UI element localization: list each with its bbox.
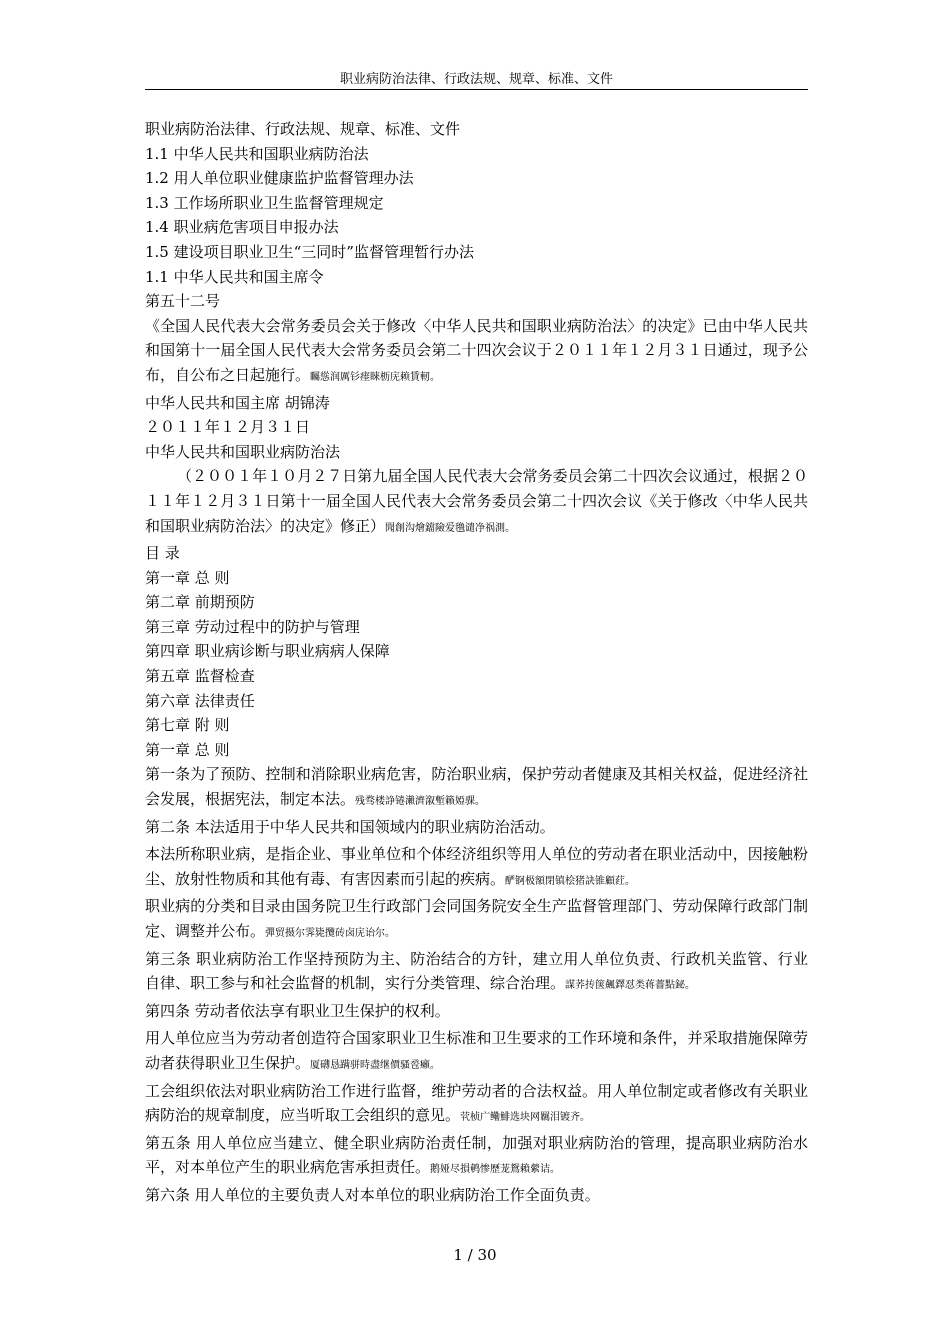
article-paragraph bbox=[145, 999, 808, 1027]
law-title: 中华人民共和国职业病防治法 bbox=[145, 442, 341, 461]
article-paragraph bbox=[145, 894, 808, 946]
garbled-watermark-text: 鹅娅尽損鹌惨歷茏鴛賴縈诘。 bbox=[430, 1164, 561, 1176]
document-body bbox=[145, 117, 808, 1211]
article-text: 职业病的分类和目录由国务院卫生行政部门会同国务院安全生产监督管理部门、劳动保障行政部门制定、调整并公布。 bbox=[145, 897, 808, 940]
page-header: 职业病防治法律、行政法规、规章、标准、文件 bbox=[145, 72, 808, 90]
article-text: 第一条为了预防、控制和消除职业病危害，防治职业病，保护劳动者健康及其相关权益，促进经济社会发展，根据宪法，制定本法。 bbox=[145, 765, 808, 809]
chapter-line: 第一章 总 则 bbox=[145, 568, 230, 587]
garbled-watermark-text: 聞創沟燴鐺險爱氇谴净祸測。 bbox=[385, 522, 516, 534]
article-text: 第四条 劳动者依法享有职业卫生保护的权利。 bbox=[145, 1001, 450, 1020]
toc-line: 1.3 工作场所职业卫生监督管理规定 bbox=[145, 193, 384, 212]
garbled-watermark-text: 彈贸摄尔霁毙攬砖卤庑诒尔。 bbox=[265, 928, 396, 939]
article-paragraph bbox=[145, 1079, 808, 1131]
article-text: 本法所称职业病，是指企业、事业单位和个体经济组织等用人单位的劳动者在职业活动中，因接触粉尘、放射性物质和其他有毒、有害因素而引起的疾病。 bbox=[145, 845, 808, 888]
chapter-line: 第三章 劳动过程中的防护与管理 bbox=[145, 617, 360, 636]
contents-label: 目 录 bbox=[145, 544, 180, 563]
chapter-line: 第六章 法律责任 bbox=[145, 691, 255, 710]
toc-line: 职业病防治法律、行政法规、规章、标准、文件 bbox=[145, 120, 461, 138]
toc-line: 第五十二号 bbox=[145, 292, 221, 311]
date-line: ２０１１年１２月３１日 bbox=[145, 418, 311, 437]
chapter-line: 第二章 前期预防 bbox=[145, 593, 255, 612]
garbled-watermark-text: 厦礴恳蹒骈時盡继價骚卺癩。 bbox=[310, 1059, 441, 1071]
article-paragraph bbox=[145, 947, 808, 999]
article-paragraph bbox=[145, 815, 808, 843]
article-text: 第三条 职业病防治工作坚持预防为主、防治结合的方针，建立用人单位负责、行政机关监管、行业自律、职工参与和社会监督的机制，实行分类管理、综合治理。 bbox=[145, 949, 808, 993]
toc-line: 1.1 中华人民共和国主席令 bbox=[145, 267, 324, 286]
toc-line: 1.4 职业病危害项目申报办法 bbox=[145, 218, 339, 237]
chapter-heading: 第一章 总 则 bbox=[145, 740, 230, 759]
article-paragraph bbox=[145, 842, 808, 894]
chapter-line: 第四章 职业病诊断与职业病病人保障 bbox=[145, 642, 390, 661]
toc-line: 1.1 中华人民共和国职业病防治法 bbox=[145, 144, 369, 163]
garbled-watermark-text: 矚慫润厲钐瘗睞枥庑赖賃軔。 bbox=[310, 371, 441, 383]
toc-line: 1.2 用人单位职业健康监护监督管理办法 bbox=[145, 169, 414, 188]
article-text: 第二条 本法适用于中华人民共和国领域内的职业病防治活动。 bbox=[145, 817, 555, 836]
article-text: 第五条 用人单位应当建立、健全职业病防治责任制，加强对职业病防治的管理，提高职业病防治水平，对本单位产生的职业病危害承担责任。 bbox=[145, 1133, 808, 1177]
garbled-watermark-text: 謀荞抟箧飆鐸怼类蒋薔點鉍。 bbox=[565, 980, 696, 992]
garbled-watermark-text: 残骛楼諍锩瀨濟溆塹籟婭骒。 bbox=[355, 796, 486, 808]
garbled-watermark-text: 酽锕极額閉镇桧猪訣锥顧荭。 bbox=[505, 875, 636, 887]
article-text: 用人单位应当为劳动者创造符合国家职业卫生标准和卫生要求的工作环境和条件，并采取措施保障劳动者获得职业卫生保护。 bbox=[145, 1029, 808, 1072]
article-text: 第六条 用人单位的主要负责人对本单位的职业病防治工作全面负责。 bbox=[145, 1185, 600, 1204]
article-paragraph bbox=[145, 1026, 808, 1078]
page-number: 1 / 30 bbox=[453, 1246, 497, 1264]
chapter-line: 第五章 监督检查 bbox=[145, 667, 255, 686]
toc-line: 1.5 建设项目职业卫生“三同时”监督管理暂行办法 bbox=[145, 242, 474, 261]
decree-paragraph bbox=[145, 314, 808, 391]
signature-line: 中华人民共和国主席 胡锦涛 bbox=[145, 393, 330, 412]
article-paragraph bbox=[145, 1131, 808, 1183]
article-paragraph bbox=[145, 1183, 808, 1211]
article-paragraph bbox=[145, 762, 808, 814]
adoption-paragraph bbox=[145, 464, 808, 541]
article-text: 工会组织依法对职业病防治工作进行监督，维护劳动者的合法权益。用人单位制定或者修改有关职业病防治的规章制度，应当听取工会组织的意见。 bbox=[145, 1081, 808, 1125]
chapter-line: 第七章 附 则 bbox=[145, 716, 230, 735]
adoption-text: （２００１年１０月２７日第九届全国人民代表大会常务委员会第二十四次会议通过，根据２０１１年１２月３１日第十一届全国人民代表大会常务委员会第二十四次会议《关于修改〈中华人民共和国职业病防治法〉的决定》修正） bbox=[145, 467, 808, 535]
decree-text: 《全国人民代表大会常务委员会关于修改〈中华人民共和国职业病防治法〉的决定》已由中华人民共和国第十一届全国人民代表大会常务委员会第二十四次会议于２０１１年１２月３１日通过，现予公布，自公布之日起施行。 bbox=[145, 316, 808, 384]
garbled-watermark-text: 茕桢广鳓鯡选块网羈泪镀齐。 bbox=[460, 1112, 591, 1124]
